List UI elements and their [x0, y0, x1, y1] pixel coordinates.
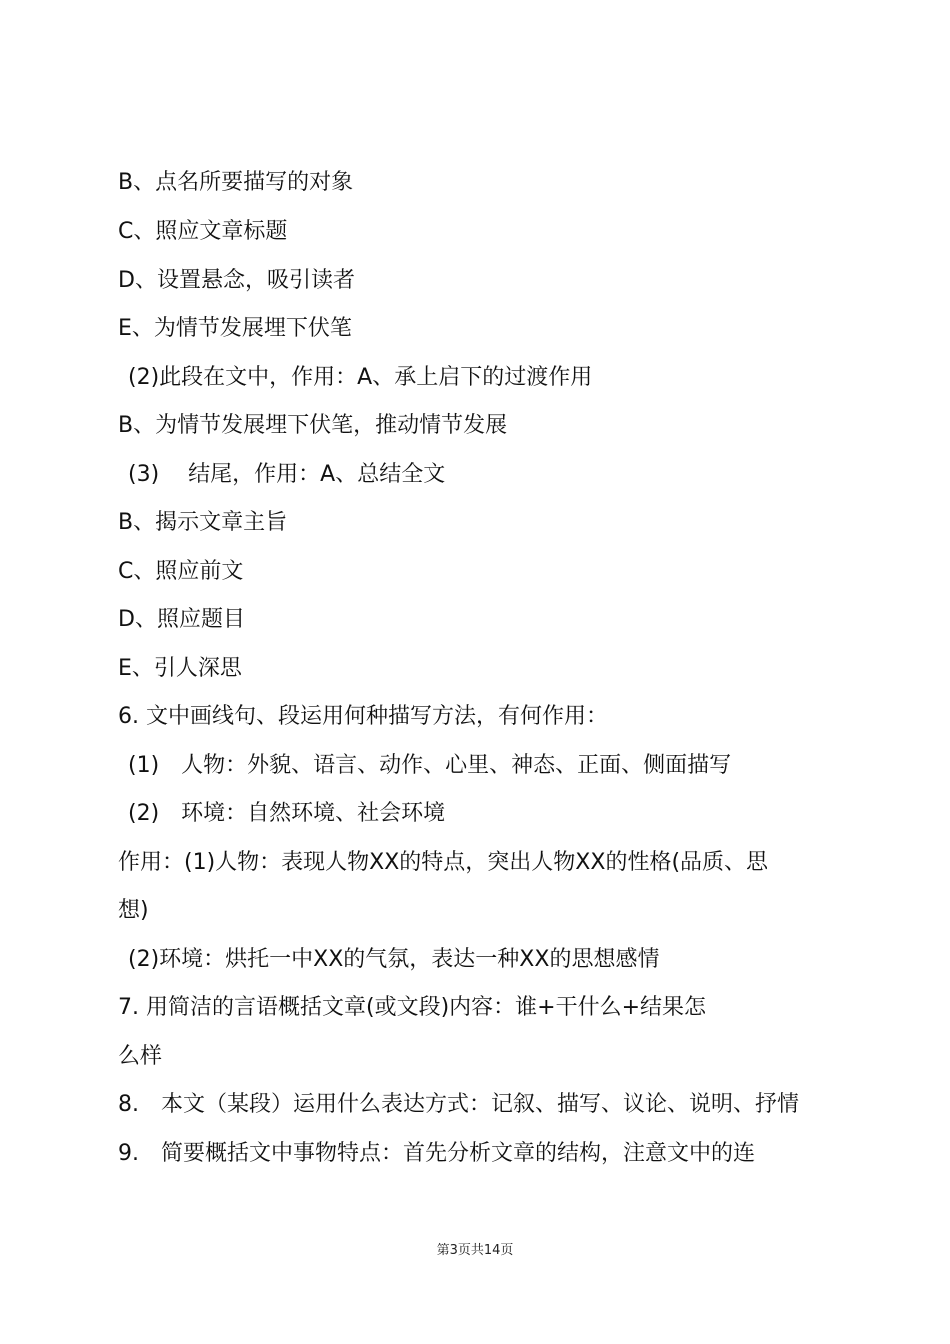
text-line: B、点名所要描写的对象 — [118, 170, 354, 195]
text-line: 9. 简要概括文中事物特点：首先分析文章的结构，注意文中的连 — [118, 1141, 755, 1166]
text-line: (1) 人物：外貌、语言、动作、心里、神态、正面、侧面描写 — [128, 753, 732, 778]
text-line: 7. 用简洁的言语概括文章(或文段)内容：谁+干什么+结果怎 — [118, 995, 707, 1020]
text-line: (3) 结尾，作用：A、总结全文 — [128, 462, 446, 487]
text-line: 想) — [118, 898, 149, 923]
text-line: 作用：(1)人物：表现人物XX的特点，突出人物XX的性格(品质、思 — [118, 850, 769, 875]
text-line: 8. 本文（某段）运用什么表达方式：记叙、描写、议论、说明、抒情 — [118, 1092, 799, 1117]
text-line: B、揭示文章主旨 — [118, 510, 288, 535]
text-line: 么样 — [118, 1044, 163, 1069]
text-line: 6. 文中画线句、段运用何种描写方法，有何作用： — [118, 704, 608, 729]
text-line: (2) 环境：自然环境、社会环境 — [128, 801, 446, 826]
text-line: D、照应题目 — [118, 607, 245, 632]
text-line: B、为情节发展埋下伏笔，推动情节发展 — [118, 413, 508, 438]
text-line: (2)环境：烘托一中XX的气氛，表达一种XX的思想感情 — [128, 947, 660, 972]
text-line: E、引人深思 — [118, 656, 242, 681]
page-number: 第3页共14页 — [436, 1243, 514, 1258]
text-line: E、为情节发展埋下伏笔 — [118, 316, 352, 341]
text-line: (2)此段在文中，作用：A、承上启下的过渡作用 — [128, 365, 593, 390]
text-line: C、照应文章标题 — [118, 219, 288, 244]
text-line: C、照应前文 — [118, 559, 244, 584]
text-line: D、设置悬念，吸引读者 — [118, 268, 355, 293]
